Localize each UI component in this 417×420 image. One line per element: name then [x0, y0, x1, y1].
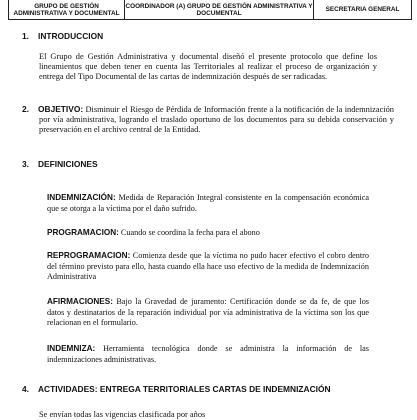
definition-term: REPROGRAMACION:	[47, 251, 131, 260]
definition-item	[47, 251, 369, 283]
section-3-number: 3.	[22, 159, 29, 169]
section-2-paragraph	[22, 104, 394, 135]
definition-text: Bajo la Gravedad de juramento: Certificación donde se da fe, de que los datos y destinatarios de la reparación individual por vía administrativa de la víctima son los que relacionan en el formulario.	[47, 297, 369, 328]
section-2-body: Disminuir el Riesgo de Pérdida de Información frente a la notificación de la indemnización por vía administrativa, logrando el traslado oportuno de los documentos para su debida conservación y preservación en el archivo central de la Entidad.	[39, 105, 394, 134]
definition-item	[47, 228, 369, 239]
definition-item	[47, 193, 369, 214]
document-header-table	[8, 0, 412, 20]
header-cell-coordinator	[125, 0, 314, 19]
section-3-heading	[22, 159, 98, 169]
definition-text: Herramienta tecnológica donde se administra la información de las indemnizaciones administrativas.	[47, 344, 369, 364]
section-4-heading	[22, 384, 331, 394]
section-3-title: DEFINICIONES	[38, 159, 98, 169]
definition-text: Medida de Reparación Integral consistente en la compensación económica que se otorga a la víctima por el daño sufrido.	[47, 193, 369, 213]
header-cell-secretary	[314, 0, 411, 19]
header-secretary-text: SECRETARIA GENERAL	[325, 6, 400, 13]
section-4-number: 4.	[22, 384, 29, 394]
definition-item	[47, 297, 369, 329]
section-4-title: ACTIVIDADES: ENTREGA TERRITORIALES CARTAS DE INDEMNIZACIÓN	[38, 384, 331, 394]
section-1-title: INTRODUCCION	[38, 31, 104, 41]
section-1-number: 1.	[22, 31, 29, 41]
definition-item	[47, 344, 369, 365]
definition-term: INDEMNIZACIÓN:	[47, 193, 116, 202]
section-1-body: El Grupo de Gestión Administrativa y documental diseñó el presente protocolo que define los lineamientos que deben tener en cuenta las Territoriales al realizar el proceso de organización y entrega del Tipo Documental de las cartas de indemnización después de ser radicadas.	[39, 52, 377, 81]
section-1-heading	[22, 31, 103, 41]
definition-term: PROGRAMACION:	[47, 228, 119, 237]
section-2-number: 2.	[22, 104, 29, 114]
header-cell-group	[9, 0, 125, 19]
header-group-text: GRUPO DE GESTIÓN ADMINISTRATIVA Y DOCUMENTAL	[13, 2, 120, 17]
definition-text: Comienza desde que la víctima no pudo hacer efectivo el cobro dentro del término previsto para ello, hasta cuando ella hace uso efectivo de la medida de Indemnización Administrativa	[47, 251, 369, 282]
section-2-label: OBJETIVO:	[38, 104, 84, 114]
definition-term: INDEMNIZA:	[47, 344, 96, 353]
header-coordinator-text: COORDINADOR (A) GRUPO DE GESTIÓN ADMINISTRATIVA Y DOCUMENTAL	[125, 2, 313, 17]
section-4-body: Se envían todas las vigencias clasificada por años	[39, 410, 206, 419]
definition-term: AFIRMACIONES:	[47, 297, 113, 306]
definition-text: Cuando se coordina la fecha para el abono	[120, 228, 260, 237]
